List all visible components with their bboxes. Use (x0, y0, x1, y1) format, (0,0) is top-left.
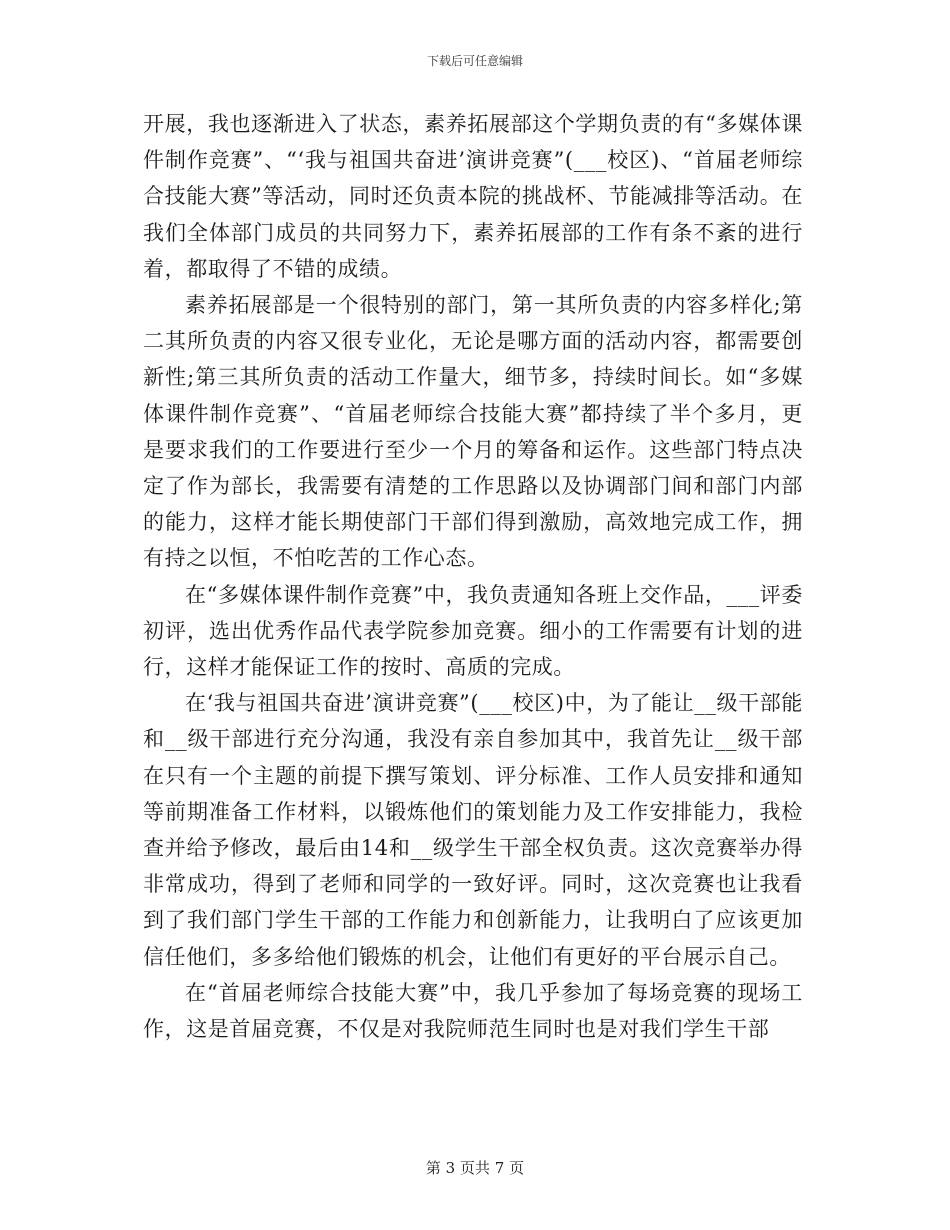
header-note: 下载后可任意编辑 (426, 54, 523, 68)
paragraph-5: 在“首届老师综合技能大赛”中，我几乎参加了每场竞赛的现场工作，这是首届竞赛，不仅是对我院师范生同时也是对我们学生干部 (143, 980, 803, 1042)
page-number: 第 3 页共 7 页 (425, 1159, 525, 1177)
paragraph-1: 开展，我也逐渐进入了状态，素养拓展部这个学期负责的有“多媒体课件制作竞赛”、“‘我与祖国共奋进’演讲竞赛”(___校区)、“首届老师综合技能大赛”等活动，同时还负责本院的挑战杯、节能减排等活动。在我们全体部门成员的共同努力下，素养拓展部的工作有条不紊的进行着，都取得了不错的成绩。 (143, 112, 803, 281)
document-body (143, 106, 803, 1047)
paragraph-4: 在‘我与祖国共奋进’演讲竞赛”(___校区)中，为了能让__级干部能和__级干部进行充分沟通，我没有亲自参加其中，我首先让__级干部在只有一个主题的前提下撰写策划、评分标准、工作人员安排和通知等前期准备工作材料，以锻炼他们的策划能力及工作安排能力，我检查并给予修改，最后由14和__级学生干部全权负责。这次竞赛举办得非常成功，得到了老师和同学的一致好评。同时，这次竞赛也让我看到了我们部门学生干部的工作能力和创新能力，让我明白了应该更加信任他们，多多给他们锻炼的机会，让他们有更好的平台展示自己。 (143, 691, 803, 969)
paragraph-2: 素养拓展部是一个很特别的部门，第一其所负责的内容多样化;第二其所负责的内容又很专业化，无论是哪方面的活动内容，都需要创新性;第三其所负责的活动工作量大，细节多，持续时间长。如“多媒体课件制作竞赛”、“首届老师综合技能大赛”都持续了半个多月，更是要求我们的工作要进行至少一个月的筹备和运作。这些部门特点决定了作为部长，我需要有清楚的工作思路以及协调部门间和部门内部的能力，这样才能长期使部门干部们得到激励，高效地完成工作，拥有持之以恒，不怕吃苦的工作心态。 (143, 293, 803, 571)
paragraph-3: 在“多媒体课件制作竞赛”中，我负责通知各班上交作品，___评委初评，选出优秀作品代表学院参加竞赛。细小的工作需要有计划的进行，这样才能保证工作的按时、高质的完成。 (143, 582, 803, 680)
